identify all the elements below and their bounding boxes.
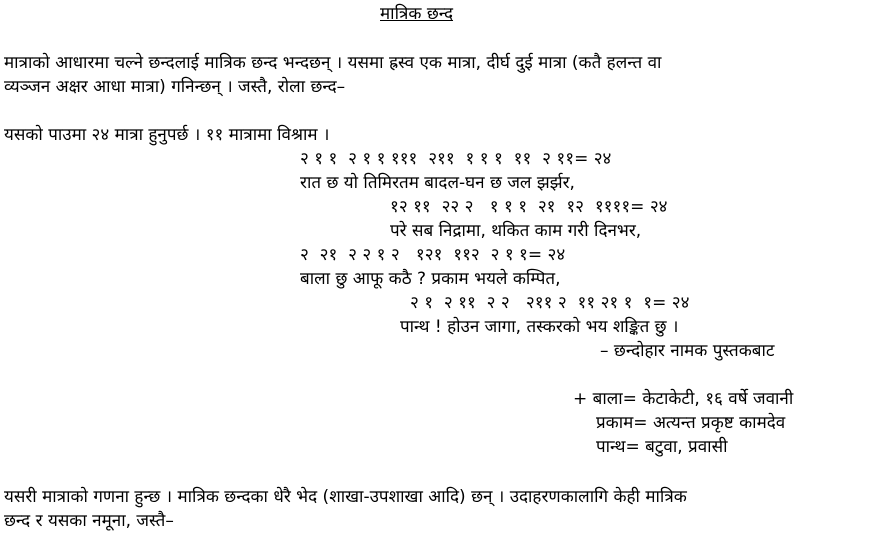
- rule-line: यसको पाउमा २४ मात्रा हुनुपर्छ । ११ मात्रामा विश्राम ।: [4, 125, 330, 145]
- source-citation: – छन्दोहार नामक पुस्तकबाट: [600, 341, 775, 361]
- intro-line-1: मात्राको आधारमा चल्ने छन्दलाई मात्रिक छन्द भन्दछन् । यसमा ह्रस्व एक मात्रा, दीर्घ दुई मात्रा (कतै हलन्त वा: [4, 53, 662, 73]
- verse-count-2: १२ ११ २२ २ १ १ १ २१ १२ ११११= २४: [390, 197, 668, 217]
- page-title: मात्रिक छन्द: [380, 4, 454, 24]
- intro-line-2: व्यञ्जन अक्षर आधा मात्रा) गनिन्छन् । जस्तै, रोला छन्द–: [4, 77, 346, 97]
- verse-line-1: रात छ यो तिमिरतम बादल-घन छ जल झर्झर,: [300, 173, 575, 193]
- verse-line-2: परे सब निद्रामा, थकित काम गरी दिनभर,: [390, 221, 642, 241]
- verse-line-3: बाला छु आफू कठै ? प्रकाम भयले कम्पित,: [300, 269, 561, 289]
- outro-line-2: छन्द र यसका नमूना, जस्तै–: [4, 511, 174, 531]
- glossary-item-1: + बाला= केटाकेटी, १६ वर्षे जवानी: [573, 389, 794, 409]
- verse-line-4: पान्थ ! होउन जागा, तस्करको भय शङ्कित छु ।: [400, 317, 679, 337]
- verse-count-1: २ १ १ २ १ १ १११ २११ १ १ १ ११ २ ११= २४: [300, 149, 612, 169]
- verse-count-4: २ १ २ ११ २ २ २११ २ ११ २१ १ १= २४: [410, 293, 690, 313]
- verse-count-3: २ २१ २ २ १ २ १२१ ११२ २ १ १= २४: [300, 245, 566, 265]
- glossary-item-2: प्रकाम= अत्यन्त प्रकृष्ट कामदेव: [596, 413, 786, 433]
- outro-line-1: यसरी मात्राको गणना हुन्छ । मात्रिक छन्दका धेरै भेद (शाखा-उपशाखा आदि) छन् । उदाहरणकालागि केही मात्रिक: [4, 487, 687, 507]
- glossary-item-3: पान्थ= बटुवा, प्रवासी: [596, 437, 728, 457]
